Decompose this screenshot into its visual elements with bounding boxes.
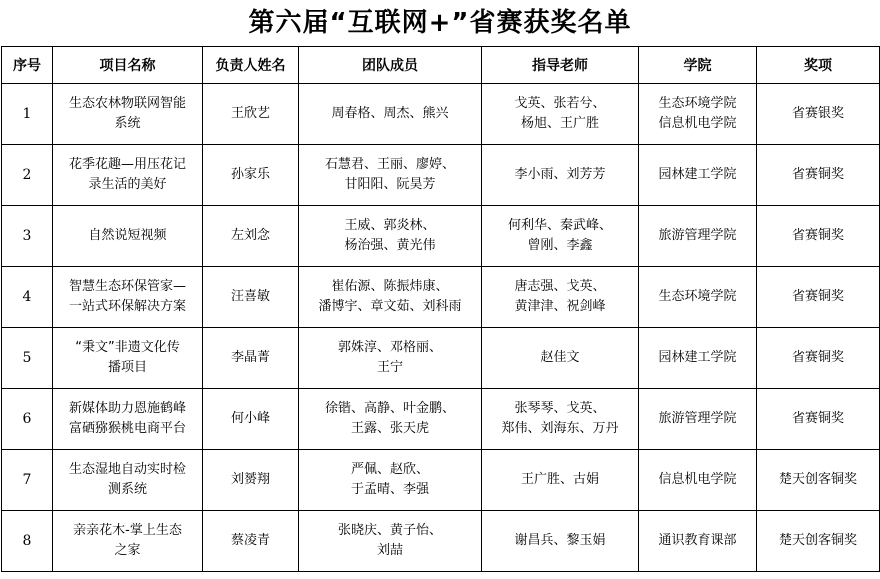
cell-advisors-line: 戈英、张若兮、 — [514, 96, 606, 111]
award-list-table — [1, 46, 880, 572]
cell-team-members — [299, 206, 482, 267]
cell-award: 省赛铜奖 — [757, 328, 880, 389]
cell-advisors — [482, 84, 639, 145]
cell-team-members — [299, 328, 482, 389]
table-row — [2, 267, 880, 328]
cell-team-members-line: 刘喆 — [376, 543, 403, 558]
cell-project-name — [53, 206, 203, 267]
cell-college — [639, 450, 757, 511]
cell-leader-name: 蔡凌青 — [203, 511, 299, 572]
cell-project-name-line: 测系统 — [107, 482, 147, 497]
cell-advisors-line: 谢昌兵、黎玉娟 — [514, 533, 606, 548]
cell-project-name — [53, 145, 203, 206]
cell-index: 8 — [2, 511, 53, 572]
cell-project-name-line: 之家 — [114, 543, 141, 558]
cell-leader-name: 王欣艺 — [203, 84, 299, 145]
cell-award: 楚天创客铜奖 — [757, 450, 880, 511]
cell-project-name-line: 智慧生态环保管家— — [68, 279, 186, 294]
cell-project-name — [53, 328, 203, 389]
cell-project-name-line: 生态湿地自动实时检 — [68, 462, 186, 477]
cell-college — [639, 145, 757, 206]
table-body — [2, 84, 880, 572]
cell-leader-name: 左刘念 — [203, 206, 299, 267]
cell-advisors-line: 郑伟、刘海东、万丹 — [501, 421, 619, 436]
cell-college — [639, 389, 757, 450]
cell-project-name-line: 富硒猕猴桃电商平台 — [68, 421, 186, 436]
table-row — [2, 206, 880, 267]
cell-team-members-line: 杨治强、黄光伟 — [344, 238, 436, 253]
cell-team-members-line: 王威、郭炎林、 — [344, 218, 436, 233]
cell-college — [639, 511, 757, 572]
header-index: 序号 — [2, 47, 53, 84]
cell-project-name-line: 播项目 — [107, 360, 147, 375]
cell-team-members-line: 甘阳阳、阮昊芳 — [344, 177, 436, 192]
cell-advisors-line: 唐志强、戈英、 — [514, 279, 606, 294]
cell-project-name-line: 系统 — [114, 116, 141, 131]
cell-project-name-line: 花季花趣—用压花记 — [68, 157, 186, 172]
cell-leader-name: 李晶菁 — [203, 328, 299, 389]
cell-team-members-line: 严佩、赵欣、 — [350, 462, 429, 477]
table-row — [2, 389, 880, 450]
cell-team-members — [299, 511, 482, 572]
cell-college — [639, 206, 757, 267]
page-title: 第六届“互联网+”省赛获奖名单 — [248, 8, 632, 38]
cell-college-line: 通识教育课部 — [658, 533, 737, 548]
cell-advisors-line: 张琴琴、戈英、 — [514, 401, 606, 416]
cell-index: 3 — [2, 206, 53, 267]
cell-project-name-line: 亲亲花木-掌上生态 — [73, 523, 182, 538]
cell-team-members-line: 郭姝淳、邓格丽、 — [337, 340, 442, 355]
cell-college — [639, 328, 757, 389]
cell-index: 4 — [2, 267, 53, 328]
cell-college-line: 生态环境学院 — [658, 96, 737, 111]
cell-team-members-line: 潘博宇、章文茹、刘科雨 — [318, 299, 462, 314]
cell-college-line: 旅游管理学院 — [658, 228, 737, 243]
cell-advisors-line: 李小雨、刘芳芳 — [514, 167, 606, 182]
cell-college — [639, 84, 757, 145]
cell-team-members-line: 张晓庆、黄子怡、 — [337, 523, 442, 538]
cell-team-members — [299, 389, 482, 450]
cell-project-name-line: 一站式环保解决方案 — [68, 299, 186, 314]
cell-award: 省赛铜奖 — [757, 267, 880, 328]
cell-team-members — [299, 145, 482, 206]
cell-leader-name: 孙家乐 — [203, 145, 299, 206]
cell-team-members — [299, 267, 482, 328]
cell-team-members-line: 周春格、周杰、熊兴 — [331, 106, 449, 121]
cell-advisors-line: 杨旭、王广胜 — [520, 116, 599, 131]
header-college: 学院 — [639, 47, 757, 84]
cell-project-name — [53, 267, 203, 328]
cell-advisors-line: 黄津津、祝剑峰 — [514, 299, 606, 314]
header-project-name: 项目名称 — [53, 47, 203, 84]
cell-team-members-line: 王宁 — [376, 360, 403, 375]
cell-project-name — [53, 450, 203, 511]
header-leader-name: 负责人姓名 — [203, 47, 299, 84]
cell-leader-name: 汪喜敏 — [203, 267, 299, 328]
cell-award: 楚天创客铜奖 — [757, 511, 880, 572]
cell-advisors — [482, 450, 639, 511]
cell-project-name-line: 录生活的美好 — [88, 177, 167, 192]
cell-advisors — [482, 145, 639, 206]
cell-project-name — [53, 84, 203, 145]
cell-index: 7 — [2, 450, 53, 511]
table-header-row — [2, 47, 880, 84]
table-row — [2, 84, 880, 145]
cell-advisors — [482, 206, 639, 267]
cell-team-members-line: 王露、张天虎 — [350, 421, 429, 436]
table-row — [2, 511, 880, 572]
cell-team-members-line: 徐锴、高静、叶金鹏、 — [324, 401, 455, 416]
table-row — [2, 450, 880, 511]
cell-advisors-line: 何利华、秦武峰、 — [507, 218, 612, 233]
table-row — [2, 145, 880, 206]
cell-advisors — [482, 511, 639, 572]
cell-advisors-line: 赵佳文 — [540, 350, 580, 365]
cell-award: 省赛铜奖 — [757, 206, 880, 267]
cell-index: 2 — [2, 145, 53, 206]
cell-team-members — [299, 450, 482, 511]
cell-project-name-line: 生态农林物联网智能 — [68, 96, 186, 111]
header-team-members: 团队成员 — [299, 47, 482, 84]
cell-project-name — [53, 511, 203, 572]
cell-college-line: 园林建工学院 — [658, 350, 737, 365]
cell-college-line: 信息机电学院 — [658, 116, 737, 131]
cell-project-name — [53, 389, 203, 450]
table-row — [2, 328, 880, 389]
cell-leader-name: 何小峰 — [203, 389, 299, 450]
cell-advisors — [482, 328, 639, 389]
cell-index: 6 — [2, 389, 53, 450]
cell-team-members-line: 石慧君、王丽、廖婷、 — [324, 157, 455, 172]
cell-team-members-line: 崔佑源、陈振炜康、 — [331, 279, 449, 294]
cell-college-line: 信息机电学院 — [658, 472, 737, 487]
cell-index: 1 — [2, 84, 53, 145]
cell-advisors — [482, 389, 639, 450]
cell-college-line: 园林建工学院 — [658, 167, 737, 182]
cell-award: 省赛铜奖 — [757, 145, 880, 206]
cell-index: 5 — [2, 328, 53, 389]
cell-award: 省赛银奖 — [757, 84, 880, 145]
cell-college-line: 旅游管理学院 — [658, 411, 737, 426]
cell-leader-name: 刘赟翔 — [203, 450, 299, 511]
cell-college-line: 生态环境学院 — [658, 289, 737, 304]
cell-project-name-line: “秉文”非遗文化传 — [75, 340, 180, 355]
cell-advisors-line: 王广胜、古娟 — [520, 472, 599, 487]
cell-project-name-line: 新媒体助力恩施鹤峰 — [68, 401, 186, 416]
cell-team-members-line: 于孟晴、李强 — [350, 482, 429, 497]
cell-college — [639, 267, 757, 328]
cell-team-members — [299, 84, 482, 145]
cell-advisors — [482, 267, 639, 328]
header-award: 奖项 — [757, 47, 880, 84]
header-advisors: 指导老师 — [482, 47, 639, 84]
cell-project-name-line: 自然说短视频 — [88, 228, 167, 243]
cell-advisors-line: 曾刚、李鑫 — [527, 238, 593, 253]
cell-award: 省赛铜奖 — [757, 389, 880, 450]
